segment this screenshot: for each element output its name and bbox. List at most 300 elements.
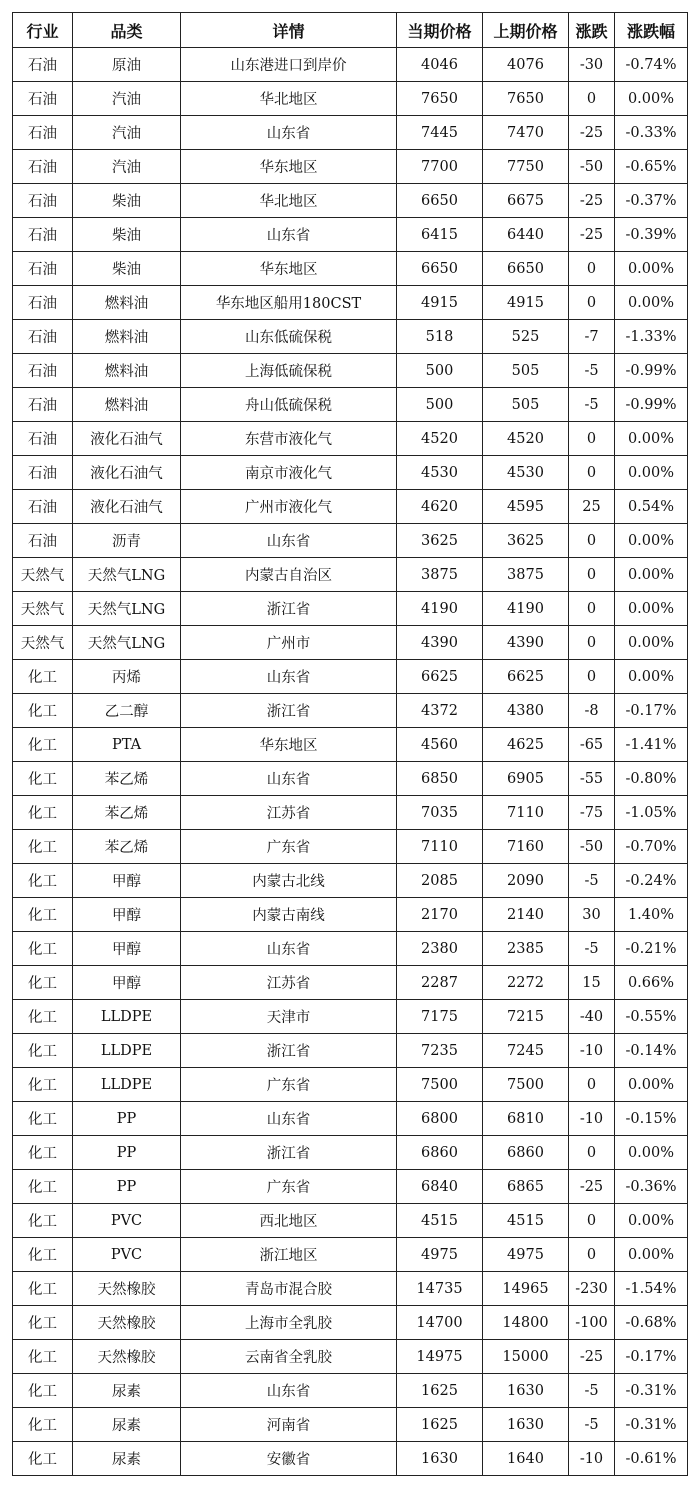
change-percent-cell: 0.00% (615, 1136, 688, 1170)
change-percent-cell: -0.37% (615, 184, 688, 218)
category-cell: PVC (73, 1204, 181, 1238)
change-cell: 15 (569, 966, 615, 1000)
table-row (13, 1170, 688, 1204)
change-cell: 0 (569, 626, 615, 660)
current-price-cell: 4620 (397, 490, 483, 524)
current-price-cell: 6850 (397, 762, 483, 796)
current-price-cell: 3625 (397, 524, 483, 558)
details-cell: 南京市液化气 (181, 456, 397, 490)
change-cell: -5 (569, 864, 615, 898)
table-row (13, 252, 688, 286)
previous-price-cell: 14965 (483, 1272, 569, 1306)
change-percent-cell: -0.55% (615, 1000, 688, 1034)
industry-cell: 化工 (13, 1000, 73, 1034)
details-cell: 江苏省 (181, 966, 397, 1000)
change-percent-cell: -0.24% (615, 864, 688, 898)
current-price-cell: 6860 (397, 1136, 483, 1170)
change-percent-cell: -0.65% (615, 150, 688, 184)
industry-cell: 化工 (13, 864, 73, 898)
change-percent-cell: -0.15% (615, 1102, 688, 1136)
change-cell: -55 (569, 762, 615, 796)
table-row (13, 48, 688, 82)
previous-price-cell: 2272 (483, 966, 569, 1000)
table-row (13, 898, 688, 932)
category-cell: LLDPE (73, 1000, 181, 1034)
current-price-cell: 14700 (397, 1306, 483, 1340)
details-cell: 云南省全乳胶 (181, 1340, 397, 1374)
change-percent-cell: 0.00% (615, 1204, 688, 1238)
category-cell: 天然气LNG (73, 626, 181, 660)
current-price-cell: 518 (397, 320, 483, 354)
header-change-percent: 涨跌幅 (615, 13, 688, 48)
previous-price-cell: 4595 (483, 490, 569, 524)
change-percent-cell: -0.68% (615, 1306, 688, 1340)
category-cell: 柴油 (73, 252, 181, 286)
details-cell: 华东地区 (181, 252, 397, 286)
current-price-cell: 6625 (397, 660, 483, 694)
industry-cell: 石油 (13, 48, 73, 82)
change-percent-cell: 0.00% (615, 558, 688, 592)
table-row (13, 830, 688, 864)
industry-cell: 化工 (13, 1102, 73, 1136)
details-cell: 上海低硫保税 (181, 354, 397, 388)
table-row (13, 116, 688, 150)
category-cell: 天然气LNG (73, 592, 181, 626)
details-cell: 山东省 (181, 762, 397, 796)
change-cell: 0 (569, 592, 615, 626)
category-cell: 原油 (73, 48, 181, 82)
table-row (13, 320, 688, 354)
details-cell: 华北地区 (181, 82, 397, 116)
industry-cell: 化工 (13, 1238, 73, 1272)
change-cell: -5 (569, 388, 615, 422)
category-cell: PP (73, 1102, 181, 1136)
table-row (13, 1102, 688, 1136)
details-cell: 河南省 (181, 1408, 397, 1442)
change-percent-cell: -0.14% (615, 1034, 688, 1068)
category-cell: 甲醇 (73, 864, 181, 898)
industry-cell: 化工 (13, 1306, 73, 1340)
change-cell: 30 (569, 898, 615, 932)
previous-price-cell: 1630 (483, 1408, 569, 1442)
current-price-cell: 4520 (397, 422, 483, 456)
previous-price-cell: 7215 (483, 1000, 569, 1034)
industry-cell: 石油 (13, 320, 73, 354)
current-price-cell: 2085 (397, 864, 483, 898)
change-cell: -5 (569, 932, 615, 966)
current-price-cell: 500 (397, 388, 483, 422)
change-percent-cell: 0.00% (615, 82, 688, 116)
change-percent-cell: -0.31% (615, 1408, 688, 1442)
industry-cell: 化工 (13, 796, 73, 830)
details-cell: 浙江省 (181, 592, 397, 626)
previous-price-cell: 14800 (483, 1306, 569, 1340)
current-price-cell: 4190 (397, 592, 483, 626)
details-cell: 西北地区 (181, 1204, 397, 1238)
change-percent-cell: 0.00% (615, 286, 688, 320)
current-price-cell: 4046 (397, 48, 483, 82)
current-price-cell: 1630 (397, 1442, 483, 1476)
change-percent-cell: -0.33% (615, 116, 688, 150)
change-cell: -30 (569, 48, 615, 82)
change-percent-cell: -0.21% (615, 932, 688, 966)
previous-price-cell: 7245 (483, 1034, 569, 1068)
details-cell: 浙江地区 (181, 1238, 397, 1272)
industry-cell: 石油 (13, 150, 73, 184)
table-row (13, 1408, 688, 1442)
change-cell: -5 (569, 1374, 615, 1408)
current-price-cell: 4560 (397, 728, 483, 762)
industry-cell: 化工 (13, 1204, 73, 1238)
change-percent-cell: -1.05% (615, 796, 688, 830)
change-cell: 0 (569, 524, 615, 558)
current-price-cell: 7175 (397, 1000, 483, 1034)
industry-cell: 化工 (13, 1136, 73, 1170)
change-cell: -25 (569, 1170, 615, 1204)
change-percent-cell: 0.00% (615, 524, 688, 558)
category-cell: LLDPE (73, 1034, 181, 1068)
header-category: 品类 (73, 13, 181, 48)
previous-price-cell: 3875 (483, 558, 569, 592)
previous-price-cell: 2140 (483, 898, 569, 932)
table-row (13, 1238, 688, 1272)
change-percent-cell: 0.00% (615, 422, 688, 456)
previous-price-cell: 4515 (483, 1204, 569, 1238)
change-cell: 0 (569, 252, 615, 286)
category-cell: 尿素 (73, 1442, 181, 1476)
previous-price-cell: 7500 (483, 1068, 569, 1102)
industry-cell: 石油 (13, 286, 73, 320)
previous-price-cell: 4076 (483, 48, 569, 82)
change-cell: -25 (569, 218, 615, 252)
details-cell: 山东省 (181, 1102, 397, 1136)
table-row (13, 1272, 688, 1306)
category-cell: 苯乙烯 (73, 796, 181, 830)
previous-price-cell: 2385 (483, 932, 569, 966)
industry-cell: 石油 (13, 490, 73, 524)
table-row (13, 1068, 688, 1102)
change-cell: 0 (569, 660, 615, 694)
change-cell: -25 (569, 116, 615, 150)
industry-cell: 石油 (13, 116, 73, 150)
industry-cell: 石油 (13, 524, 73, 558)
category-cell: 甲醇 (73, 898, 181, 932)
industry-cell: 化工 (13, 1068, 73, 1102)
details-cell: 山东港进口到岸价 (181, 48, 397, 82)
change-percent-cell: 0.66% (615, 966, 688, 1000)
current-price-cell: 4372 (397, 694, 483, 728)
previous-price-cell: 4390 (483, 626, 569, 660)
change-percent-cell: -1.41% (615, 728, 688, 762)
change-cell: 0 (569, 286, 615, 320)
industry-cell: 石油 (13, 218, 73, 252)
details-cell: 山东省 (181, 660, 397, 694)
details-cell: 山东省 (181, 932, 397, 966)
industry-cell: 石油 (13, 422, 73, 456)
category-cell: PTA (73, 728, 181, 762)
industry-cell: 石油 (13, 252, 73, 286)
change-cell: -50 (569, 830, 615, 864)
category-cell: 沥青 (73, 524, 181, 558)
previous-price-cell: 6440 (483, 218, 569, 252)
details-cell: 上海市全乳胶 (181, 1306, 397, 1340)
previous-price-cell: 4915 (483, 286, 569, 320)
change-cell: 0 (569, 1068, 615, 1102)
category-cell: 液化石油气 (73, 490, 181, 524)
previous-price-cell: 525 (483, 320, 569, 354)
previous-price-cell: 6625 (483, 660, 569, 694)
current-price-cell: 4530 (397, 456, 483, 490)
details-cell: 广东省 (181, 1068, 397, 1102)
header-industry: 行业 (13, 13, 73, 48)
previous-price-cell: 4625 (483, 728, 569, 762)
category-cell: 尿素 (73, 1408, 181, 1442)
details-cell: 天津市 (181, 1000, 397, 1034)
current-price-cell: 7445 (397, 116, 483, 150)
details-cell: 安徽省 (181, 1442, 397, 1476)
category-cell: PP (73, 1136, 181, 1170)
category-cell: 柴油 (73, 184, 181, 218)
details-cell: 浙江省 (181, 1136, 397, 1170)
previous-price-cell: 4520 (483, 422, 569, 456)
industry-cell: 石油 (13, 388, 73, 422)
previous-price-cell: 7650 (483, 82, 569, 116)
change-percent-cell: -0.80% (615, 762, 688, 796)
change-cell: -8 (569, 694, 615, 728)
change-cell: -75 (569, 796, 615, 830)
current-price-cell: 14735 (397, 1272, 483, 1306)
table-row (13, 1000, 688, 1034)
table-row (13, 1374, 688, 1408)
table-row (13, 1136, 688, 1170)
category-cell: 尿素 (73, 1374, 181, 1408)
previous-price-cell: 6675 (483, 184, 569, 218)
current-price-cell: 6650 (397, 252, 483, 286)
current-price-cell: 2287 (397, 966, 483, 1000)
change-percent-cell: -0.31% (615, 1374, 688, 1408)
table-row (13, 796, 688, 830)
industry-cell: 化工 (13, 966, 73, 1000)
change-percent-cell: 0.00% (615, 626, 688, 660)
change-percent-cell: -0.99% (615, 354, 688, 388)
table-row (13, 728, 688, 762)
industry-cell: 化工 (13, 1374, 73, 1408)
change-cell: 0 (569, 82, 615, 116)
change-cell: -50 (569, 150, 615, 184)
change-cell: 0 (569, 456, 615, 490)
details-cell: 内蒙古北线 (181, 864, 397, 898)
previous-price-cell: 3625 (483, 524, 569, 558)
table-row (13, 592, 688, 626)
table-header (13, 13, 688, 48)
industry-cell: 化工 (13, 1272, 73, 1306)
previous-price-cell: 6810 (483, 1102, 569, 1136)
current-price-cell: 7235 (397, 1034, 483, 1068)
current-price-cell: 7650 (397, 82, 483, 116)
industry-cell: 石油 (13, 354, 73, 388)
details-cell: 舟山低硫保税 (181, 388, 397, 422)
change-percent-cell: -0.36% (615, 1170, 688, 1204)
change-cell: -40 (569, 1000, 615, 1034)
category-cell: 汽油 (73, 116, 181, 150)
table-row (13, 932, 688, 966)
previous-price-cell: 7750 (483, 150, 569, 184)
category-cell: 甲醇 (73, 966, 181, 1000)
category-cell: 乙二醇 (73, 694, 181, 728)
change-cell: -10 (569, 1034, 615, 1068)
change-cell: -10 (569, 1442, 615, 1476)
previous-price-cell: 6865 (483, 1170, 569, 1204)
category-cell: LLDPE (73, 1068, 181, 1102)
category-cell: 燃料油 (73, 286, 181, 320)
category-cell: 天然橡胶 (73, 1340, 181, 1374)
category-cell: 燃料油 (73, 354, 181, 388)
current-price-cell: 2380 (397, 932, 483, 966)
industry-cell: 天然气 (13, 558, 73, 592)
industry-cell: 化工 (13, 1408, 73, 1442)
previous-price-cell: 1630 (483, 1374, 569, 1408)
details-cell: 广东省 (181, 1170, 397, 1204)
previous-price-cell: 2090 (483, 864, 569, 898)
change-cell: 25 (569, 490, 615, 524)
current-price-cell: 7110 (397, 830, 483, 864)
previous-price-cell: 7160 (483, 830, 569, 864)
header-previous-price: 上期价格 (483, 13, 569, 48)
current-price-cell: 4390 (397, 626, 483, 660)
details-cell: 浙江省 (181, 1034, 397, 1068)
category-cell: 甲醇 (73, 932, 181, 966)
table-body (13, 48, 688, 1476)
table-row (13, 82, 688, 116)
current-price-cell: 7700 (397, 150, 483, 184)
current-price-cell: 7500 (397, 1068, 483, 1102)
previous-price-cell: 6650 (483, 252, 569, 286)
category-cell: 汽油 (73, 150, 181, 184)
change-percent-cell: -0.17% (615, 1340, 688, 1374)
change-percent-cell: -0.74% (615, 48, 688, 82)
details-cell: 江苏省 (181, 796, 397, 830)
previous-price-cell: 4530 (483, 456, 569, 490)
change-percent-cell: 0.00% (615, 456, 688, 490)
details-cell: 华北地区 (181, 184, 397, 218)
current-price-cell: 6650 (397, 184, 483, 218)
category-cell: 天然橡胶 (73, 1306, 181, 1340)
table-row (13, 762, 688, 796)
change-cell: -7 (569, 320, 615, 354)
industry-cell: 化工 (13, 660, 73, 694)
details-cell: 山东省 (181, 524, 397, 558)
table-row (13, 1204, 688, 1238)
previous-price-cell: 6860 (483, 1136, 569, 1170)
category-cell: 燃料油 (73, 320, 181, 354)
details-cell: 山东低硫保税 (181, 320, 397, 354)
current-price-cell: 500 (397, 354, 483, 388)
table-row (13, 354, 688, 388)
previous-price-cell: 4190 (483, 592, 569, 626)
table-row (13, 694, 688, 728)
details-cell: 华东地区船用180CST (181, 286, 397, 320)
change-percent-cell: -0.70% (615, 830, 688, 864)
change-cell: -25 (569, 1340, 615, 1374)
table-row (13, 456, 688, 490)
table-row (13, 524, 688, 558)
change-cell: -5 (569, 354, 615, 388)
change-cell: -25 (569, 184, 615, 218)
table-row (13, 1442, 688, 1476)
current-price-cell: 2170 (397, 898, 483, 932)
current-price-cell: 4515 (397, 1204, 483, 1238)
change-percent-cell: 0.54% (615, 490, 688, 524)
change-cell: -230 (569, 1272, 615, 1306)
change-cell: -10 (569, 1102, 615, 1136)
change-cell: 0 (569, 1136, 615, 1170)
industry-cell: 石油 (13, 82, 73, 116)
header-row (13, 13, 688, 48)
table-row (13, 1034, 688, 1068)
current-price-cell: 4975 (397, 1238, 483, 1272)
industry-cell: 化工 (13, 1034, 73, 1068)
category-cell: 汽油 (73, 82, 181, 116)
price-table-container (12, 12, 687, 1476)
current-price-cell: 6800 (397, 1102, 483, 1136)
change-percent-cell: -0.39% (615, 218, 688, 252)
previous-price-cell: 4975 (483, 1238, 569, 1272)
industry-cell: 天然气 (13, 592, 73, 626)
industry-cell: 石油 (13, 456, 73, 490)
details-cell: 华东地区 (181, 728, 397, 762)
previous-price-cell: 7470 (483, 116, 569, 150)
details-cell: 广州市 (181, 626, 397, 660)
details-cell: 内蒙古南线 (181, 898, 397, 932)
industry-cell: 天然气 (13, 626, 73, 660)
current-price-cell: 1625 (397, 1374, 483, 1408)
table-row (13, 1340, 688, 1374)
industry-cell: 化工 (13, 1442, 73, 1476)
industry-cell: 化工 (13, 762, 73, 796)
previous-price-cell: 1640 (483, 1442, 569, 1476)
previous-price-cell: 15000 (483, 1340, 569, 1374)
industry-cell: 化工 (13, 694, 73, 728)
change-percent-cell: 0.00% (615, 252, 688, 286)
category-cell: 柴油 (73, 218, 181, 252)
header-change: 涨跌 (569, 13, 615, 48)
industry-cell: 化工 (13, 1170, 73, 1204)
category-cell: PP (73, 1170, 181, 1204)
table-row (13, 626, 688, 660)
category-cell: 苯乙烯 (73, 830, 181, 864)
details-cell: 内蒙古自治区 (181, 558, 397, 592)
details-cell: 山东省 (181, 1374, 397, 1408)
change-percent-cell: 0.00% (615, 592, 688, 626)
header-current-price: 当期价格 (397, 13, 483, 48)
current-price-cell: 1625 (397, 1408, 483, 1442)
change-percent-cell: -1.54% (615, 1272, 688, 1306)
current-price-cell: 7035 (397, 796, 483, 830)
category-cell: 燃料油 (73, 388, 181, 422)
current-price-cell: 6415 (397, 218, 483, 252)
change-percent-cell: -0.17% (615, 694, 688, 728)
table-row (13, 286, 688, 320)
category-cell: 天然橡胶 (73, 1272, 181, 1306)
category-cell: PVC (73, 1238, 181, 1272)
change-percent-cell: -0.61% (615, 1442, 688, 1476)
table-row (13, 184, 688, 218)
details-cell: 青岛市混合胶 (181, 1272, 397, 1306)
table-row (13, 1306, 688, 1340)
change-percent-cell: -1.33% (615, 320, 688, 354)
table-row (13, 218, 688, 252)
details-cell: 东营市液化气 (181, 422, 397, 456)
